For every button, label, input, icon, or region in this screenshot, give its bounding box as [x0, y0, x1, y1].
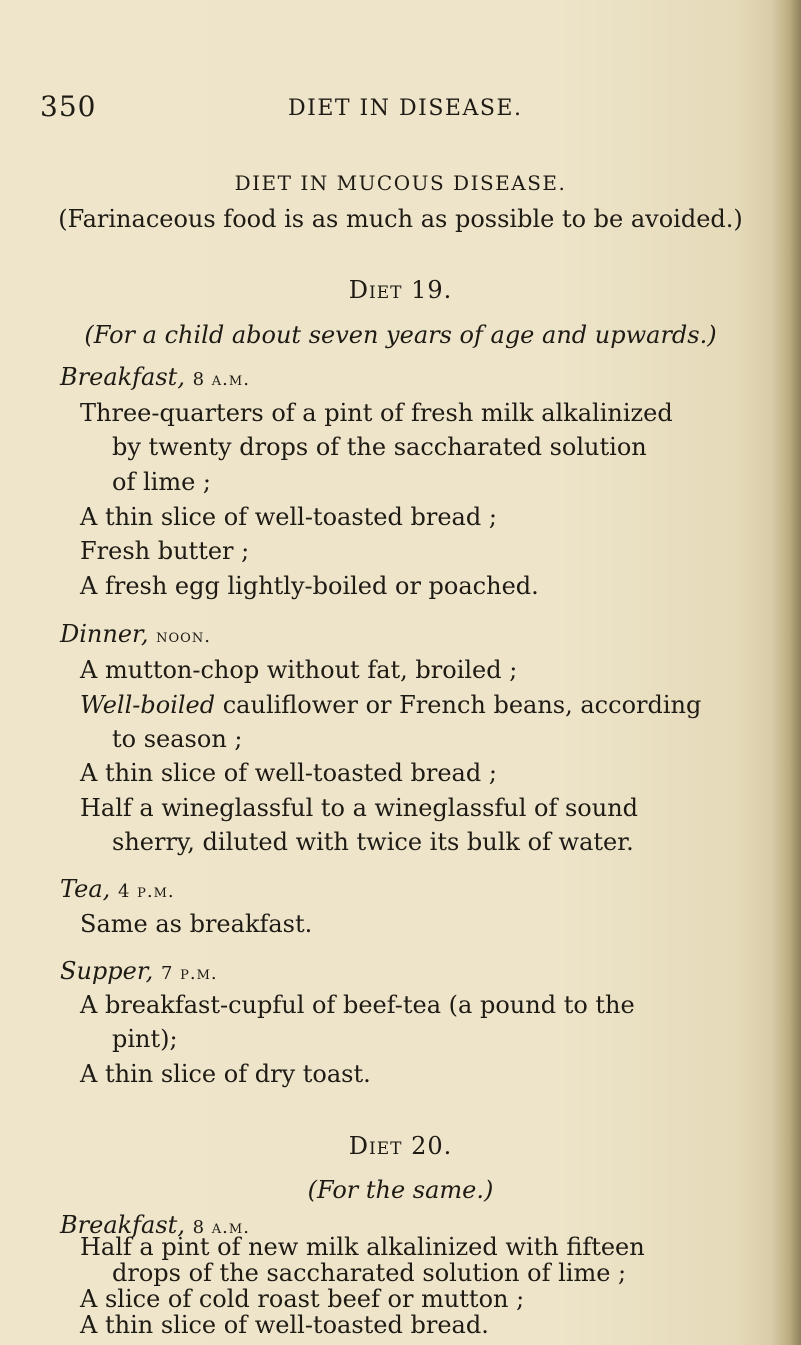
meal-label: Tea, [60, 875, 111, 903]
meal-time: 7 p.m. [160, 963, 218, 984]
meal-time: 4 p.m. [117, 881, 175, 902]
diet-20-breakfast-line: Half a pint of new milk alkalinized with fifteen [80, 1233, 645, 1261]
diet-20-breakfast-line: drops of the saccharated solution of lime ; [112, 1259, 627, 1287]
diet-20-subtitle: (For the same.) [307, 1176, 494, 1204]
diet-19-dinner-line: sherry, diluted with twice its bulk of water. [112, 828, 634, 856]
meal-label: Breakfast, [60, 1211, 185, 1239]
diet-19-breakfast-line: A fresh egg lightly-boiled or poached. [80, 572, 539, 600]
section-note: (Farinaceous food is as much as possible to be avoided.) [58, 205, 743, 233]
diet-19-supper-line: A thin slice of dry toast. [80, 1060, 371, 1088]
diet-19-breakfast-line: of lime ; [112, 468, 211, 496]
diet-19-subtitle: (For a child about seven years of age and upwards.) [84, 321, 717, 349]
diet-19-dinner-line: A mutton-chop without fat, broiled ; [80, 656, 518, 684]
page-number: 350 [40, 90, 97, 123]
meal-label: Supper, [60, 957, 154, 985]
meal-time: 8 a.m. [192, 369, 250, 390]
diet-19-supper-line: pint); [112, 1025, 178, 1053]
diet-19-title: Diet 19. [348, 276, 453, 304]
meal-time: 8 a.m. [192, 1217, 250, 1238]
diet-19-dinner-line [80, 690, 701, 720]
diet-19-tea-line: Same as breakfast. [80, 910, 313, 938]
diet-19-supper-line: A breakfast-cupful of beef-tea (a pound to the [80, 991, 635, 1019]
diet-19-supper-heading [60, 956, 218, 989]
diet-19-dinner-line: Half a wineglassful to a wineglassful of sound [80, 794, 639, 822]
page-header [0, 90, 801, 130]
diet-19-breakfast-line: A thin slice of well-toasted bread ; [80, 503, 497, 531]
diet-20-breakfast-line: A thin slice of well-toasted bread. [80, 1311, 489, 1339]
line-text: cauliflower or French beans, according [215, 691, 702, 719]
section-title: DIET IN MUCOUS DISEASE. [234, 171, 567, 195]
diet-20-title: Diet 20. [348, 1132, 453, 1160]
meal-time: noon. [156, 626, 211, 647]
diet-19-dinner-heading [60, 619, 211, 652]
meal-label: Dinner, [60, 620, 149, 648]
diet-19-breakfast-line: Fresh butter ; [80, 537, 250, 565]
diet-19-tea-heading [60, 874, 175, 907]
italic-phrase: Well-boiled [80, 691, 216, 719]
diet-19-breakfast-heading [60, 362, 250, 395]
diet-19-breakfast-line: by twenty drops of the saccharated solution [112, 433, 647, 461]
diet-20-breakfast-line: A slice of cold roast beef or mutton ; [80, 1285, 525, 1313]
meal-label: Breakfast, [60, 363, 185, 391]
diet-19-dinner-line: to season ; [112, 725, 243, 753]
diet-19-dinner-line: A thin slice of well-toasted bread ; [80, 759, 497, 787]
running-head: DIET IN DISEASE. [288, 96, 523, 121]
diet-19-breakfast-line: Three-quarters of a pint of fresh milk alkalinized [80, 399, 673, 427]
